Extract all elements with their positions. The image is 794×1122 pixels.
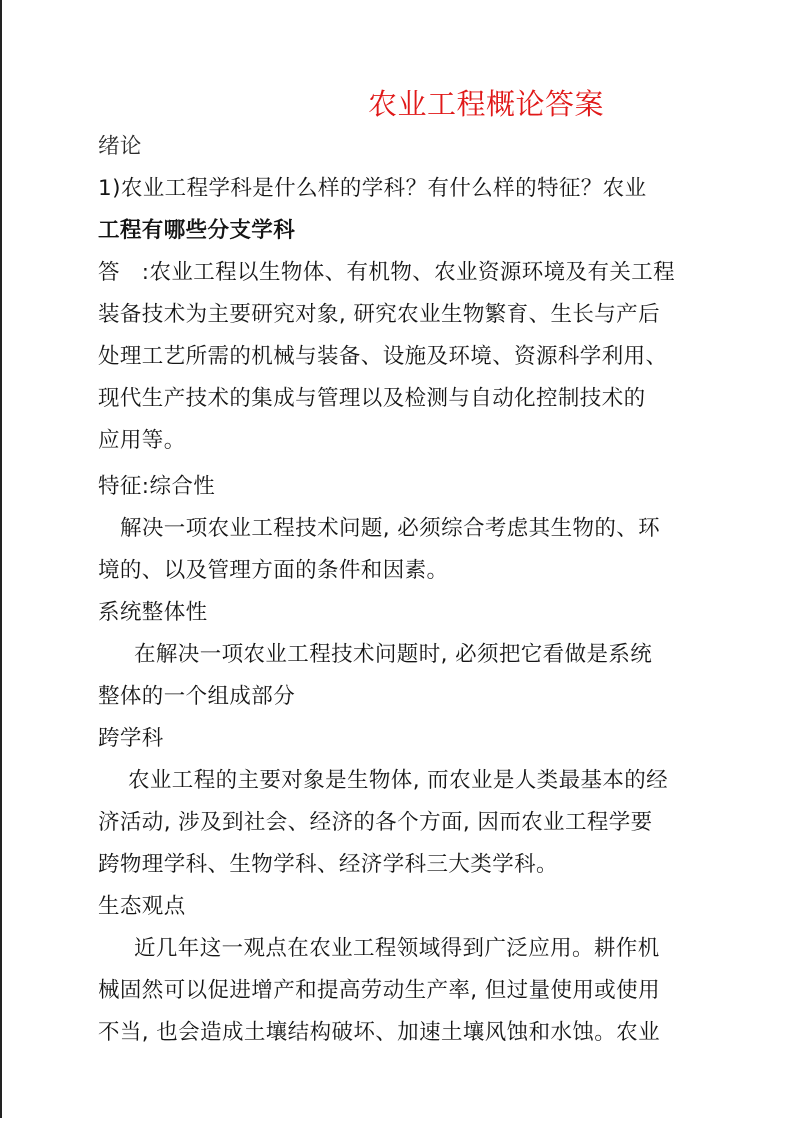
section-heading: 绪论: [98, 134, 142, 159]
answer-line-3: 处理工艺所需的机械与装备、设施及环境、资源科学利用、: [98, 344, 668, 369]
question-line-2: 工程有哪些分支学科: [98, 218, 296, 243]
interdisciplinary-line-2: 济活动, 涉及到社会、经济的各个方面, 因而农业工程学要: [98, 810, 653, 835]
comprehensive-line-2: 境的、以及管理方面的条件和因素。: [98, 558, 449, 583]
feature-heading-comprehensive: 特征:综合性: [98, 474, 216, 499]
feature-heading-ecological: 生态观点: [98, 894, 186, 919]
answer-line-4: 现代生产技术的集成与管理以及检测与自动化控制技术的: [98, 386, 646, 411]
interdisciplinary-line-3: 跨物理学科、生物学科、经济学科三大类学科。: [98, 852, 558, 877]
interdisciplinary-line-1: 农业工程的主要对象是生物体, 而农业是人类最基本的经: [128, 768, 669, 793]
comprehensive-line-1: 解决一项农业工程技术问题, 必须综合考虑其生物的、环: [120, 516, 661, 541]
document-body: [98, 126, 738, 1054]
ecological-line-2: 械固然可以促进增产和提高劳动生产率, 但过量使用或使用: [98, 978, 660, 1003]
answer-line-1: 答 :农业工程以生物体、有机物、农业资源环境及有关工程: [98, 260, 676, 285]
question-line-1: 1)农业工程学科是什么样的学科？有什么样的特征？农业: [98, 176, 647, 201]
feature-heading-systemic: 系统整体性: [98, 600, 208, 625]
feature-heading-interdisciplinary: 跨学科: [98, 726, 164, 751]
answer-line-5: 应用等。: [98, 428, 186, 453]
systemic-line-1: 在解决一项农业工程技术问题时, 必须把它看做是系统: [134, 642, 653, 667]
answer-line-2: 装备技术为主要研究对象, 研究农业生物繁育、生长与产后: [98, 302, 660, 327]
document-title: 农业工程概论答案: [368, 87, 605, 121]
systemic-line-2: 整体的一个组成部分: [98, 684, 296, 709]
ecological-line-3: 不当, 也会造成土壤结构破坏、加速土壤风蚀和水蚀。农业: [98, 1020, 660, 1045]
page-left-border: [0, 0, 2, 1118]
ecological-line-1: 近几年这一观点在农业工程领域得到广泛应用。耕作机: [134, 936, 660, 961]
